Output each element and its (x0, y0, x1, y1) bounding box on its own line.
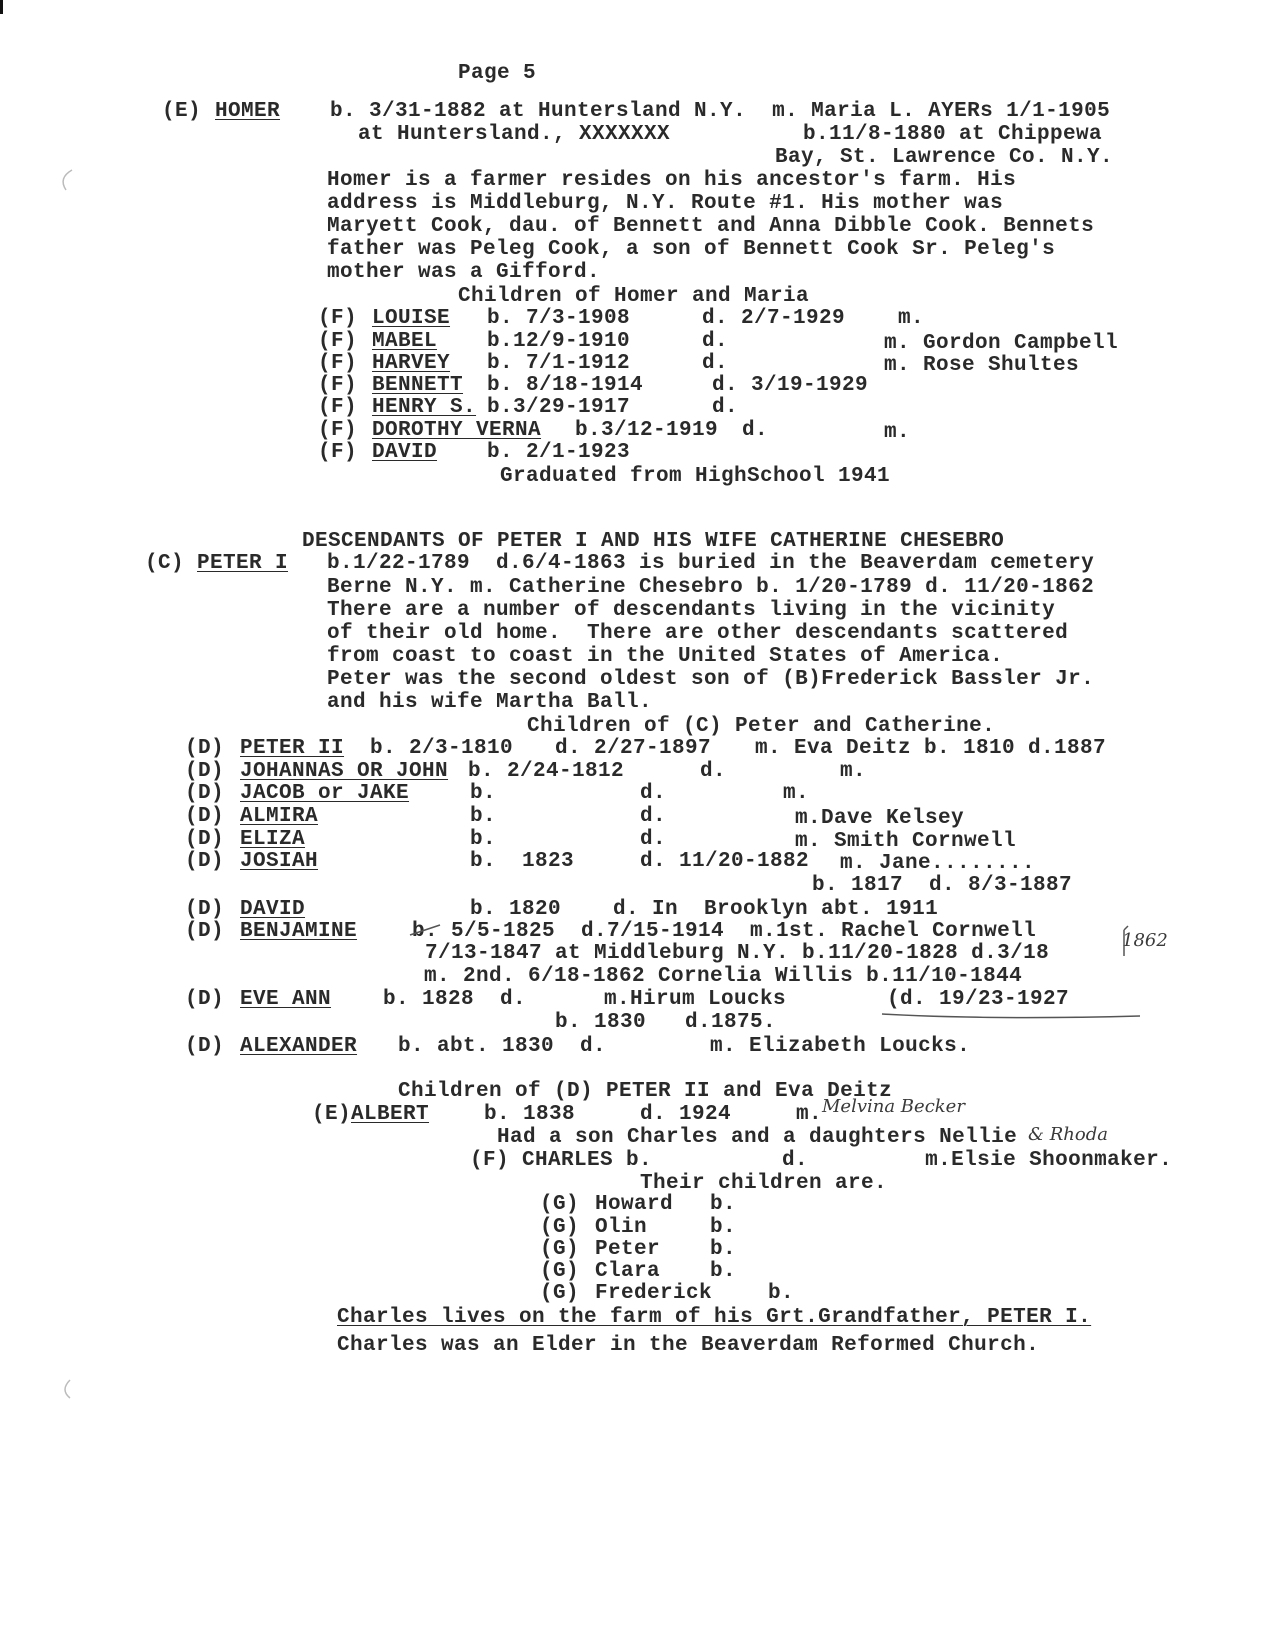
child-born: b. (470, 805, 497, 828)
peter-tag: (C) (145, 552, 185, 575)
albert-name: ALBERT (351, 1103, 430, 1126)
child-tag: (D) (185, 760, 225, 783)
peter-para-2: Berne N.Y. m. Catherine Chesebro b. 1/20-1789 d. 11/20-1862 (327, 576, 1095, 599)
child-tag: (F) (318, 330, 358, 353)
grandchild-name: Olin (595, 1216, 648, 1239)
child-married: m. Rose Shultes (884, 354, 1080, 377)
had-son-handwritten: & Rhoda (1028, 1124, 1108, 1145)
grandchild-tag: (G) (540, 1193, 580, 1216)
child-name: JOSIAH (240, 850, 319, 873)
child-tag: (D) (185, 737, 225, 760)
child-died: d. (712, 396, 739, 419)
child-tag: (F) (318, 307, 358, 330)
child-tag: (F) (318, 352, 358, 375)
homer-line2: at Huntersland., XXXXXXX (358, 123, 671, 146)
child-married: m. (783, 782, 810, 805)
child-name: MABEL (372, 330, 438, 353)
homer-line3: Bay, St. Lawrence Co. N.Y. (775, 146, 1114, 169)
grandchild-born: b. (768, 1282, 795, 1305)
grandchild-born: b. (710, 1260, 737, 1283)
child-name: HARVEY (372, 352, 451, 375)
homer-para-5: mother was a Gifford. (327, 261, 601, 284)
eveann-name: EVE ANN (240, 988, 332, 1011)
charles-line: (F) CHARLES b. d. m.Elsie Shoonmaker. (470, 1149, 1173, 1172)
child-married: m. Eva Deitz b. 1810 d.1887 (755, 737, 1107, 760)
child-died: d. (640, 805, 667, 828)
child-died: d. 2/27-1897 (555, 737, 712, 760)
child-married: m. (884, 421, 911, 444)
child-born: b.12/9-1910 (487, 330, 631, 353)
their-children: Their children are. (640, 1172, 888, 1195)
child-married: m. (840, 760, 867, 783)
child-tag: (D) (185, 828, 225, 851)
footer-line-1: Charles lives on the farm of his Grt.Grandfather, PETER I. (337, 1306, 1092, 1329)
albert-tag: (E) (312, 1103, 352, 1126)
child-born: b. 7/3-1908 (487, 307, 631, 330)
child-tag: (D) (185, 850, 225, 873)
homer-para-1: Homer is a farmer resides on his ancestor's farm. His (327, 169, 1017, 192)
child-tag: (F) (318, 396, 358, 419)
david-name: DAVID (240, 898, 306, 921)
child-tag: (F) (318, 419, 358, 442)
child-married: m. Smith Cornwell (795, 830, 1017, 853)
footer-line-2: Charles was an Elder in the Beaverdam Reformed Church. (337, 1334, 1040, 1357)
had-son: Had a son Charles and a daughters Nellie (497, 1126, 1018, 1149)
child-name: JOHANNAS OR JOHN (240, 760, 449, 783)
peter-para-5: from coast to coast in the United States of America. (327, 645, 1004, 668)
benjamine-note-a: 1862 (1122, 930, 1168, 951)
homer-line1: b. 3/31-1882 at Huntersland N.Y. m. Maria L. AYERs 1/1-1905 (330, 100, 1111, 123)
homer-children-heading: Children of Homer and Maria (458, 285, 810, 308)
child-name: DAVID (372, 441, 438, 464)
child-died: d. 3/19-1929 (712, 374, 869, 397)
child-name: DOROTHY VERNA (372, 419, 542, 442)
peter-para-3: There are a number of descendants living in the vicinity (327, 599, 1056, 622)
child-born: b. 1823 (470, 850, 575, 873)
homer-graduated: Graduated from HighSchool 1941 (500, 465, 891, 488)
david-text: b. 1820 d. In Brooklyn abt. 1911 (470, 898, 939, 921)
grandchild-name: Frederick (595, 1282, 713, 1305)
child-born: b. 2/3-1810 (370, 737, 514, 760)
child-name: ELIZA (240, 828, 306, 851)
child-married: m.Dave Kelsey (795, 807, 965, 830)
benjamine-tag: (D) (185, 920, 225, 943)
eveann-note: (d. 19/23-1927 (887, 988, 1070, 1011)
child-name: HENRY S. (372, 396, 477, 419)
child-born: b. 8/18-1914 (487, 374, 644, 397)
child-born: b. 2/24-1812 (468, 760, 625, 783)
child-died: d. (700, 760, 727, 783)
peter-para-7: and his wife Martha Ball. (327, 691, 653, 714)
child-name: JACOB or JAKE (240, 782, 410, 805)
homer-para-3: Maryett Cook, dau. of Bennett and Anna Dibble Cook. Bennets (327, 215, 1095, 238)
benjamine-name: BENJAMINE (240, 920, 358, 943)
child-born: b.3/12-1919 (575, 419, 719, 442)
peter-para-4: of their old home. There are other descendants scattered (327, 622, 1069, 645)
child-name: LOUISE (372, 307, 451, 330)
grandchild-name: Peter (595, 1238, 661, 1261)
child-died: d. (640, 782, 667, 805)
grandchild-name: Clara (595, 1260, 661, 1283)
grandchild-tag: (G) (540, 1282, 580, 1305)
homer-line2b: b.11/8-1880 at Chippewa (803, 123, 1103, 146)
child-tag: (D) (185, 782, 225, 805)
homer-para-4: father was Peleg Cook, a son of Bennett Cook Sr. Peleg's (327, 238, 1056, 261)
child-died: d. (742, 419, 769, 442)
child-died: d. (702, 330, 729, 353)
child-born: b. 2/1-1923 (487, 441, 631, 464)
child-name: BENNETT (372, 374, 464, 397)
child-born: b. (470, 828, 497, 851)
alexander-text: b. abt. 1830 d. m. Elizabeth Loucks. (398, 1035, 971, 1058)
child-born: b. 7/1-1912 (487, 352, 631, 375)
peter-heading: DESCENDANTS OF PETER I AND HIS WIFE CATHERINE CHESEBRO (302, 530, 1005, 553)
child-tag: (F) (318, 441, 358, 464)
page-label: Page 5 (458, 62, 537, 85)
homer-name: HOMER (215, 100, 281, 123)
homer-tag: (E) (162, 100, 202, 123)
grandchild-tag: (G) (540, 1216, 580, 1239)
child-married: m. Gordon Campbell (884, 332, 1119, 355)
child-born: b.3/29-1917 (487, 396, 631, 419)
albert-text: b. 1838 d. 1924 m. (484, 1103, 823, 1126)
benjamine-line1: b. 5/5-1825 d.7/15-1914 m.1st. Rachel Cornwell (412, 920, 1037, 943)
peter-para-1: b.1/22-1789 d.6/4-1863 is buried in the Beaverdam cemetery (327, 552, 1095, 575)
grandchild-born: b. (710, 1216, 737, 1239)
child-born: b. (470, 782, 497, 805)
peter2-heading: Children of (D) PETER II and Eva Deitz (398, 1080, 893, 1103)
child-married: m. (898, 307, 925, 330)
eveann-line1: b. 1828 d. m.Hirum Loucks (383, 988, 787, 1011)
child-died: d. 11/20-1882 (640, 850, 810, 873)
benjamine-line2: 7/13-1847 at Middleburg N.Y. b.11/20-1828 d.3/18 (425, 942, 1050, 965)
homer-para-2: address is Middleburg, N.Y. Route #1. His mother was (327, 192, 1004, 215)
peter-children-heading: Children of (C) Peter and Catherine. (527, 715, 996, 738)
child-name: PETER II (240, 737, 345, 760)
eveann-line2: b. 1830 d.1875. (555, 1011, 777, 1034)
child-tag: (F) (318, 374, 358, 397)
child-died: d. (702, 352, 729, 375)
child-died: d. (640, 828, 667, 851)
eveann-tag: (D) (185, 988, 225, 1011)
peter-para-6: Peter was the second oldest son of (B)Frederick Bassler Jr. (327, 668, 1095, 691)
josiah-extra: b. 1817 d. 8/3-1887 (812, 874, 1073, 897)
child-tag: (D) (185, 805, 225, 828)
benjamine-line3: m. 2nd. 6/18-1862 Cornelia Willis b.11/10-1844 (424, 965, 1023, 988)
grandchild-tag: (G) (540, 1238, 580, 1261)
alexander-tag: (D) (185, 1035, 225, 1058)
albert-handwritten: Melvina Becker (822, 1096, 965, 1117)
grandchild-born: b. (710, 1238, 737, 1261)
peter-name: PETER I (197, 552, 289, 575)
grandchild-tag: (G) (540, 1260, 580, 1283)
child-died: d. 2/7-1929 (702, 307, 846, 330)
grandchild-name: Howard (595, 1193, 674, 1216)
child-married: m. Jane........ (840, 852, 1036, 875)
alexander-name: ALEXANDER (240, 1035, 358, 1058)
grandchild-born: b. (710, 1193, 737, 1216)
child-name: ALMIRA (240, 805, 319, 828)
david-tag: (D) (185, 898, 225, 921)
